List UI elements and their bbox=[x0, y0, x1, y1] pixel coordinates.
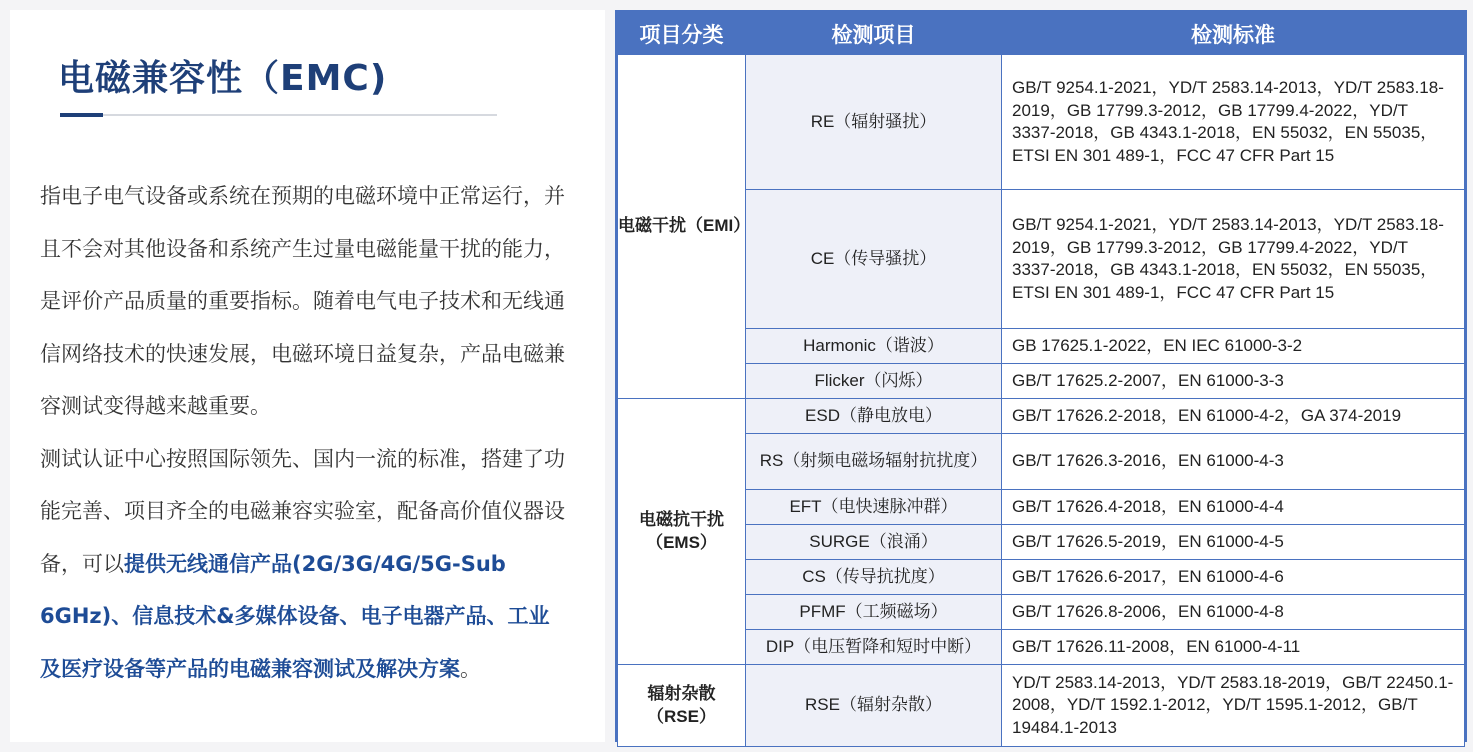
intro-paragraph-2 bbox=[40, 433, 570, 696]
header-standard: 检测标准 bbox=[1002, 13, 1465, 55]
intro-paragraph-1: 指电子电气设备或系统在预期的电磁环境中正常运行，并且不会对其他设备和系统产生过量电磁能量干扰的能力，是评价产品质量的重要指标。随着电气电子技术和无线通信网络技术的快速发展，电磁环境日益复杂，产品电磁兼容测试变得越来越重要。 bbox=[40, 184, 565, 418]
header-category: 项目分类 bbox=[618, 13, 746, 55]
standard-cell: GB/T 17626.4-2018，EN 61000-4-4 bbox=[1002, 490, 1465, 525]
table-header-row bbox=[618, 13, 1465, 55]
intro-paragraph-2-text: 测试认证中心按照国际领先、国内一流的标准，搭建了功能完善、项目齐全的电磁兼容实验室，配备高价值仪器设备，可以 bbox=[40, 446, 565, 576]
category-rse-label: 辐射杂散（RSE） bbox=[647, 684, 716, 726]
standard-cell: GB/T 17626.11-2008，EN 61000-4-11 bbox=[1002, 630, 1465, 665]
standard-cell: GB/T 17626.5-2019，EN 61000-4-5 bbox=[1002, 525, 1465, 560]
item-cell: RE（辐射骚扰） bbox=[746, 55, 1002, 190]
standard-cell: YD/T 2583.14-2013，YD/T 2583.18-2019，GB/T 22450.1-2008，YD/T 1592.1-2012，YD/T 1595.1-2012，GB/T 19484.1-2013 bbox=[1002, 665, 1465, 747]
table-row bbox=[618, 490, 1465, 525]
item-cell: EFT（电快速脉冲群） bbox=[746, 490, 1002, 525]
intro-highlight: 提供无线通信产品(2G/3G/4G/5G-Sub 6GHz)、信息技术&多媒体设备、电子电器产品、工业及医疗设备等产品的电磁兼容测试及解决方案 bbox=[40, 551, 550, 681]
category-ems-label: 电磁抗干扰（EMS） bbox=[639, 510, 724, 552]
item-cell: Harmonic（谐波） bbox=[746, 329, 1002, 364]
intro-paragraph-2-end: 。 bbox=[460, 656, 481, 681]
standard-cell: GB 17625.1-2022，EN IEC 61000-3-2 bbox=[1002, 329, 1465, 364]
category-cell-emi bbox=[618, 55, 751, 399]
item-cell: CE（传导骚扰） bbox=[746, 190, 1002, 329]
standard-cell: GB/T 17626.8-2006，EN 61000-4-8 bbox=[1002, 595, 1465, 630]
table-row bbox=[618, 329, 1465, 364]
intro-panel bbox=[10, 10, 605, 742]
table-row bbox=[618, 525, 1465, 560]
item-cell: PFMF（工频磁场） bbox=[746, 595, 1002, 630]
category-cell-ems bbox=[618, 399, 746, 665]
standard-cell: GB/T 9254.1-2021，YD/T 2583.14-2013，YD/T 2583.18-2019，GB 17799.3-2012，GB 17799.4-2022，YD/T 3337-2018，GB 4343.1-2018，EN 55032，EN 55035，ETSI EN 301 489-1，FCC 47 CFR Part 15 bbox=[1002, 55, 1465, 190]
standard-cell: GB/T 17626.6-2017，EN 61000-4-6 bbox=[1002, 560, 1465, 595]
item-cell: ESD（静电放电） bbox=[746, 399, 1002, 434]
item-cell: DIP（电压暂降和短时中断） bbox=[746, 630, 1002, 665]
title-divider bbox=[60, 114, 497, 116]
header-item: 检测项目 bbox=[746, 13, 1002, 55]
standard-cell: GB/T 9254.1-2021，YD/T 2583.14-2013，YD/T 2583.18-2019，GB 17799.3-2012，GB 17799.4-2022，YD/T 3337-2018，GB 4343.1-2018，EN 55032，EN 55035，ETSI EN 301 489-1，FCC 47 CFR Part 15 bbox=[1002, 190, 1465, 329]
table-row bbox=[618, 399, 1465, 434]
standard-cell: GB/T 17626.2-2018，EN 61000-4-2，GA 374-2019 bbox=[1002, 399, 1465, 434]
category-cell-rse bbox=[618, 665, 746, 747]
page-title: 电磁兼容性（EMC) bbox=[58, 58, 388, 99]
standard-cell: GB/T 17626.3-2016，EN 61000-4-3 bbox=[1002, 434, 1465, 490]
table-row bbox=[618, 364, 1465, 399]
table-row bbox=[618, 630, 1465, 665]
table-row bbox=[618, 190, 1465, 329]
table-row bbox=[618, 560, 1465, 595]
table-row bbox=[618, 434, 1465, 490]
table-row bbox=[618, 595, 1465, 630]
item-cell: RS（射频电磁场辐射抗扰度） bbox=[746, 434, 1002, 490]
title-divider-accent bbox=[60, 113, 103, 117]
standard-cell: GB/T 17625.2-2007，EN 61000-3-3 bbox=[1002, 364, 1465, 399]
table-row bbox=[618, 665, 1465, 747]
item-cell: Flicker（闪烁） bbox=[746, 364, 1002, 399]
item-cell: RSE（辐射杂散） bbox=[746, 665, 1002, 747]
intro-text bbox=[40, 170, 570, 695]
item-cell: CS（传导抗扰度） bbox=[746, 560, 1002, 595]
item-cell: SURGE（浪涌） bbox=[746, 525, 1002, 560]
category-emi-label: 电磁干扰（EMI） bbox=[618, 216, 751, 236]
standards-table bbox=[617, 12, 1465, 747]
table-row bbox=[618, 55, 1465, 190]
emc-test-table bbox=[615, 10, 1467, 742]
